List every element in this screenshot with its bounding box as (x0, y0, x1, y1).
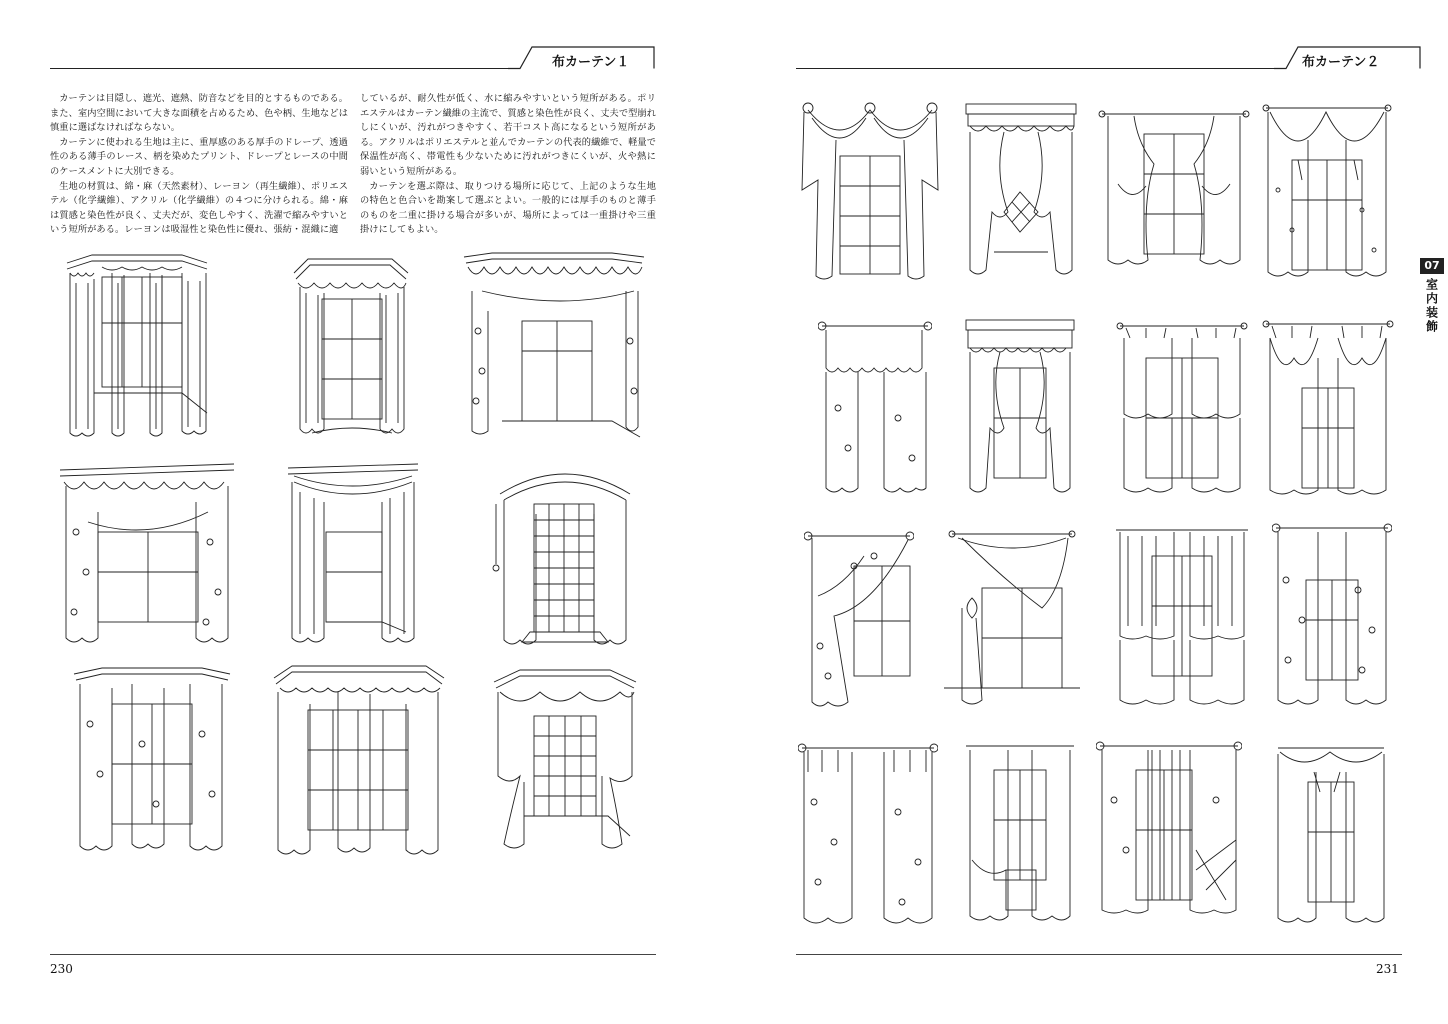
paragraph: カーテンは目隠し、遮光、遮熱、防音などを目的とするものである。また、室内空間において大きな面積を占めるため、色や柄、生地などは慎重に選ばなければならない。 (50, 93, 348, 134)
bay-window-print-drape-illustration (72, 664, 232, 856)
swag-and-tail-curtain-illustration (800, 100, 940, 282)
chapter-title: 室内装飾 (1424, 278, 1439, 334)
bay-window-curtain-illustration (62, 253, 212, 441)
page-number: 231 (1376, 962, 1399, 976)
footer-rule (50, 954, 656, 955)
chapter-tab (1420, 258, 1444, 334)
bay-window-festoon-illustration (58, 462, 236, 648)
header-rule (796, 68, 1286, 69)
bay-window-tieback-illustration (490, 666, 640, 854)
footer-rule (796, 954, 1402, 955)
page-number: 230 (50, 962, 73, 976)
body-text-col2 (360, 92, 656, 238)
page-title: 布カーテン２ (1302, 55, 1380, 70)
paragraph: 生地の材質は、綿・麻（天然素材）、レーヨン（再生繊維）、ポリエステル（化学繊維）、アクリル（化学繊維）の４つに分けられる。綿・麻は質感と染色性が良く、丈夫だが、変色しやすく、洗濯で縮みやすいという短所がある。レーヨンは吸湿性と染色性に優れ、張紡・混織に適 (50, 180, 348, 236)
paragraph: しているが、耐久性が低く、水に縮みやすいという短所がある。ポリエステルはカーテン繊維の主流で、質感と染色性が良く、丈夫で型崩れしにくいが、汚れがつきやすく、若干コスト高になるという短所がある。アクリルはポリエステルと並んでカーテンの代表的繊維で、軽量で保温性が高く、帯電性も少ないために汚れがつきにくいが、火や熱に弱いという短所がある。 (360, 93, 656, 177)
sheer-swag-bow-curtain-illustration (942, 528, 1082, 708)
right-page (724, 0, 1448, 1024)
header-rule (50, 68, 520, 69)
ruffled-valance-curtain-illustration (818, 318, 932, 498)
paragraph: カーテンを選ぶ際は、取りつける場所に応じて、上記のような生地の特色と色合いを勘案して選ぶとよい。一般的には厚手のものと薄手のものを二重に掛ける場合が多いが、場所によっては一重掛けや三重掛けにしてもよい。 (360, 180, 656, 236)
pinch-pleat-sheer-curtain-illustration (1112, 526, 1252, 708)
paragraph: カーテンに使われる生地は主に、重厚感のある厚手のドレープ、透過性のある薄手のレース、柄を染めたプリント、ドレープとレースの中間のケースメントに大別できる。 (50, 136, 348, 177)
swag-sheer-curtain-illustration (1262, 100, 1392, 280)
jabot-curtain-illustration (1262, 318, 1394, 498)
bay-window-swag-illustration (286, 462, 420, 648)
cafe-rod-curtain-illustration (1098, 104, 1250, 270)
bay-window-gathered-illustration (272, 664, 446, 860)
rod-pocket-plain-curtain-illustration (964, 740, 1076, 924)
boxed-valance-curtain-illustration (964, 318, 1076, 496)
cornice-tieback-curtain-illustration (964, 102, 1078, 278)
asymmetric-tieback-print-curtain-illustration (804, 526, 914, 712)
bay-window-print-curtain-illustration (462, 251, 646, 441)
bay-window-valance-illustration (292, 253, 410, 441)
arched-window-curtain-illustration (490, 464, 640, 648)
tab-top-layered-curtain-illustration (1116, 318, 1248, 496)
valance-tab-curtain-illustration (1274, 742, 1388, 926)
page-title: 布カーテン１ (552, 55, 630, 70)
pinch-pleat-print-curtain-illustration (1272, 520, 1392, 708)
layered-print-sheer-curtain-illustration (1096, 740, 1242, 916)
tab-top-print-curtain-illustration (798, 742, 938, 928)
chapter-number: 07 (1420, 258, 1444, 274)
body-text-col1 (50, 92, 348, 238)
